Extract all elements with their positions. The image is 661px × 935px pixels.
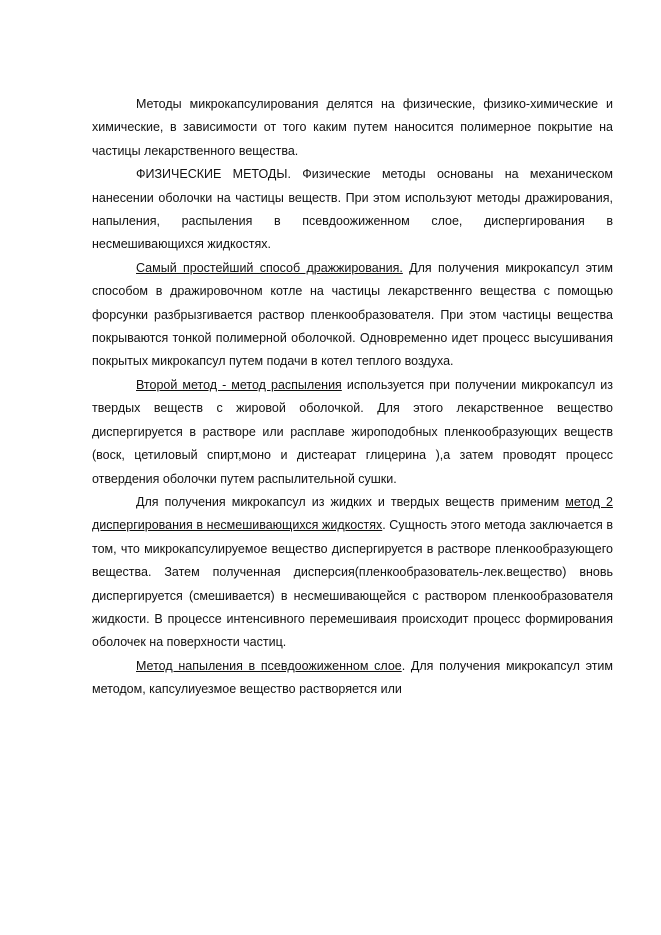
paragraph-fluidized-bed-method	[92, 655, 613, 702]
text-run: Методы микрокапсулирования делятся на физические, физико-химические и химические, в зависимости от того каким путем наносится полимерное покрытие на частицы лекарственного вещества.	[92, 97, 613, 158]
method-title: Метод напыления в псевдоожиженном слое	[136, 658, 402, 673]
paragraph-intro	[92, 93, 613, 163]
paragraph-coating-method	[92, 257, 613, 374]
text-run: . Сущность этого метода заключается в том, что микрокапсулируемое вещество диспергируется в растворе пленкообразующего вещества. Затем полученная дисперсия(пленкообразователь-лек.вещество) вновь диспергируется (смешивается) в несмешивающейся с раствором пленкообразователя жидкости. В процессе интенсивного перемешиваия происходит процесс формирования оболочек на поверхности частиц.	[92, 518, 613, 650]
text-run: Для получения микрокапсул этим способом в дражировочном котле на частицы лекарственнго вещества с помощью форсунки разбрызгивается раствор пленкообразователя. При этом частицы вещества покрываются тонкой полимерной оболочкой. Одновременно идет процесс высушивания покрытых микрокапсул путем подачи в котел теплого воздуха.	[92, 260, 613, 369]
text-run: Для получения микрокапсул из жидких и твердых веществ применим	[136, 494, 566, 509]
text-run: . Для получения микрокапсул этим методом, капсулиуезмое вещество растворяется или	[92, 658, 613, 697]
document-body	[92, 93, 613, 702]
method-title: Самый простейший способ дражжирования.	[136, 260, 403, 275]
method-title: метод 2 диспергирования в несмешивающихся жидкостях	[92, 494, 613, 533]
method-title: Второй метод - метод распыления	[136, 377, 342, 392]
text-run: используется при получении микрокапсул из твердых веществ с жировой оболочкой. Для этого лекарственное вещество диспергируется в растворе или расплаве жироподобных пленкообразующих веществ (воск, цетиловый спирт,моно и дистеарат глицерина ),а затем проводят процесс отвердения оболочки путем распылительной сушки.	[92, 377, 613, 486]
text-run: Физические методы основаны на механическом нанесении оболочки на частицы веществ. При этом используют методы дражирования, напыления, распыления в псевдоожиженном слое, диспергирования в несмешивающихся жидкостях.	[92, 167, 613, 252]
paragraph-dispersion-method	[92, 491, 613, 655]
section-heading: ФИЗИЧЕСКИЕ МЕТОДЫ.	[136, 167, 291, 182]
paragraph-physical-methods	[92, 163, 613, 257]
paragraph-spraying-method	[92, 374, 613, 491]
